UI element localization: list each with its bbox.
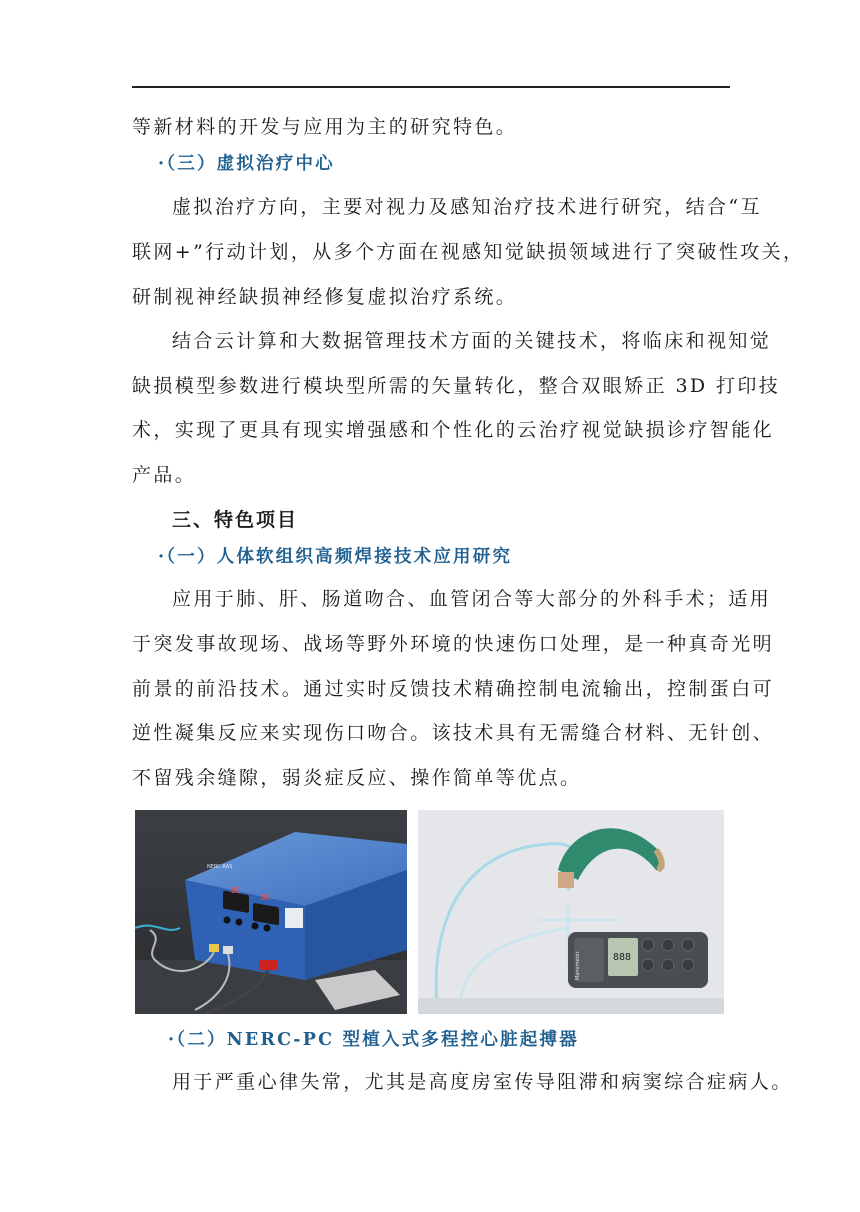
manometer-brand-label: Manometer bbox=[575, 951, 581, 980]
paragraph-line: 缺损模型参数进行模块型所需的矢量转化，整合双眼矫正 3D 打印技 bbox=[132, 375, 781, 397]
section-heading-featured-projects: 三、特色项目 bbox=[172, 509, 299, 531]
paragraph-line: 虚拟治疗方向，主要对视力及感知治疗技术进行研究，结合“互 bbox=[172, 196, 762, 218]
paragraph-line: 术，实现了更具有现实增强感和个性化的云治疗视觉缺损诊疗智能化 bbox=[132, 419, 775, 441]
tissue-pressure-test-photo bbox=[418, 810, 724, 1014]
subsection-heading-virtual-therapy: ·（三）虚拟治疗中心 bbox=[158, 154, 335, 174]
paragraph-line: 研制视神经缺损神经修复虚拟治疗系统。 bbox=[132, 286, 518, 308]
paragraph-line: 用于严重心律失常，尤其是高度房室传导阻滞和病窦综合症病人。 bbox=[172, 1071, 793, 1093]
subsection-heading-pacemaker: ·（二）NERC-PC 型植入式多程控心脏起搏器 bbox=[168, 1030, 579, 1050]
svg-text:888: 888 bbox=[613, 952, 632, 963]
paragraph-line: 等新材料的开发与应用为主的研究特色。 bbox=[132, 116, 518, 138]
paragraph-line: 于突发事故现场、战场等野外环境的快速伤口处理，是一种真奇光明 bbox=[132, 633, 775, 655]
subsection-heading-soft-tissue-welding: ·（一）人体软组织高频焊接技术应用研究 bbox=[158, 547, 513, 567]
paragraph-line: 前景的前沿技术。通过实时反馈技术精确控制电流输出，控制蛋白可 bbox=[132, 678, 775, 700]
paragraph-line: 联网+”行动计划，从多个方面在视感知觉缺损领域进行了突破性攻关， bbox=[132, 241, 805, 263]
svg-text:88: 88 bbox=[261, 893, 271, 902]
header-rule bbox=[132, 86, 730, 88]
welding-device-photo bbox=[135, 810, 407, 1014]
paragraph-line: 逆性凝集反应来实现伤口吻合。该技术具有无需缝合材料、无针创、 bbox=[132, 722, 775, 744]
paragraph-line: 产品。 bbox=[132, 464, 197, 486]
paragraph-line: 结合云计算和大数据管理技术方面的关键技术，将临床和视知觉 bbox=[172, 330, 772, 352]
svg-text:88: 88 bbox=[231, 886, 241, 895]
device-brand-label: NERC-RAS bbox=[207, 864, 233, 870]
paragraph-line: 应用于肺、肝、肠道吻合、血管闭合等大部分的外科手术；适用 bbox=[172, 588, 772, 610]
paragraph-line: 不留残余缝隙，弱炎症反应、操作简单等优点。 bbox=[132, 767, 582, 789]
